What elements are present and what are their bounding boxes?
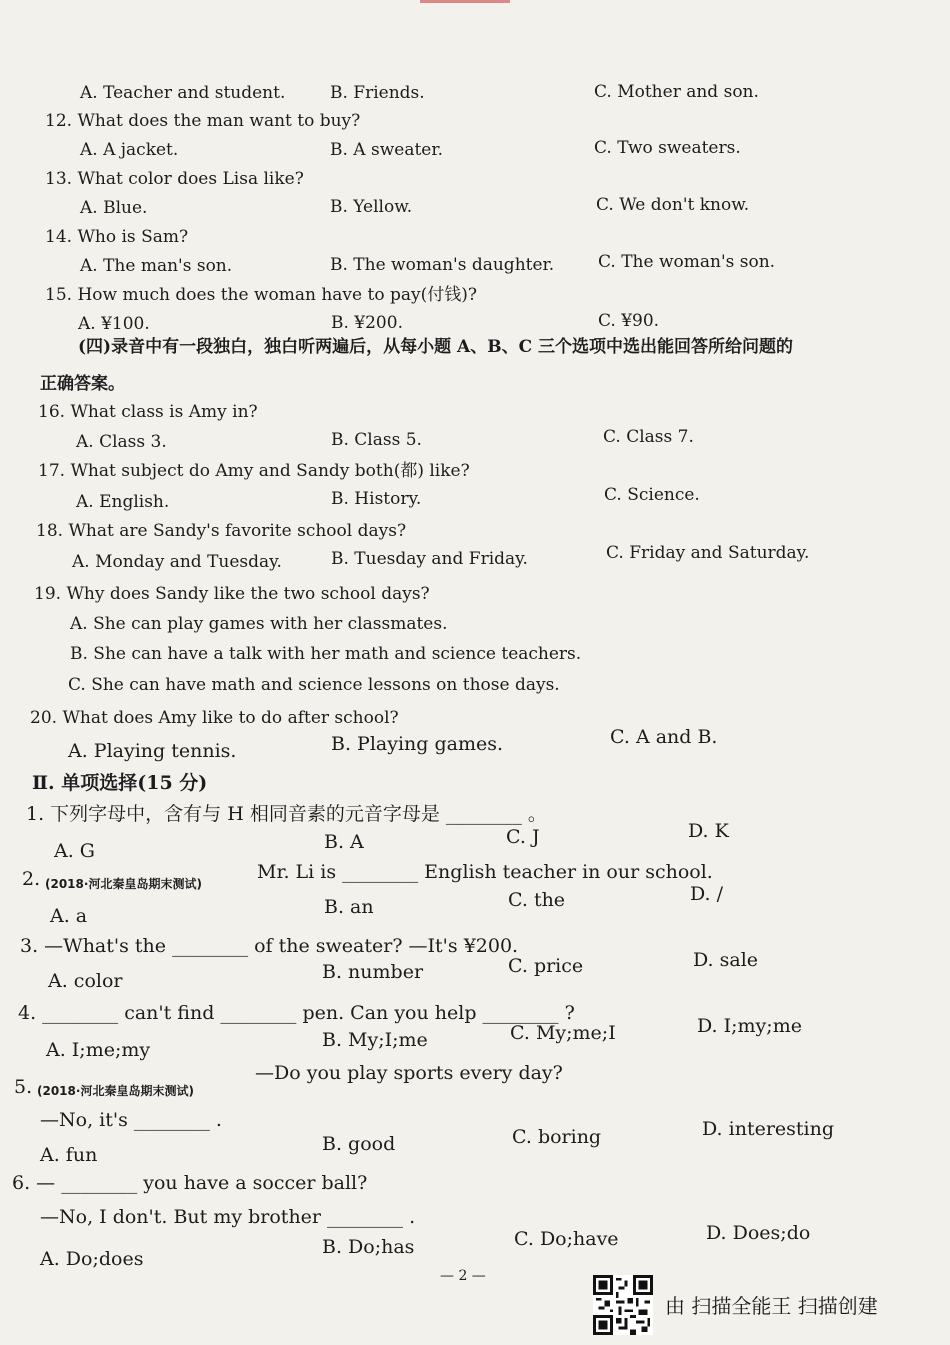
qr-code-icon [593, 1275, 653, 1335]
m5-option-d: D. interesting [702, 1118, 835, 1140]
m1-option-c: C. J [506, 826, 540, 848]
m5-stem: —Do you play sports every day? [255, 1062, 563, 1084]
q19-option-a: A. She can play games with her classmates. [70, 614, 448, 634]
q14-option-c: C. The woman's son. [598, 252, 776, 272]
m5-source: (2018·河北秦皇岛期末测试) [37, 1084, 194, 1098]
q20-stem: 20. What does Amy like to do after school? [30, 708, 399, 728]
q15-option-c: C. ¥90. [598, 311, 660, 331]
q20-option-b: B. Playing games. [331, 733, 504, 755]
q19-option-c: C. She can have math and science lessons on those days. [68, 675, 560, 695]
q18-option-b: B. Tuesday and Friday. [331, 549, 528, 569]
m2-option-c: C. the [508, 889, 566, 911]
q13-option-b: B. Yellow. [330, 197, 413, 217]
q13-stem: 13. What color does Lisa like? [45, 169, 304, 189]
q18-stem: 18. What are Sandy's favorite school days? [36, 521, 407, 541]
m2-source: (2018·河北秦皇岛期末测试) [45, 877, 202, 891]
q15-option-b: B. ¥200. [331, 313, 403, 333]
q12-option-a: A. A jacket. [80, 140, 179, 160]
q12-option-c: C. Two sweaters. [594, 138, 741, 158]
m5-option-b: B. good [322, 1133, 396, 1155]
m1-stem: 1. 下列字母中，含有与 H 相同音素的元音字母是 ________ 。 [26, 803, 547, 825]
m6-answer-line: —No, I don't. But my brother ________ . [40, 1206, 416, 1228]
m5-option-c: C. boring [512, 1126, 602, 1148]
q11-option-a: A. Teacher and student. [80, 83, 286, 103]
m3-option-c: C. price [508, 955, 584, 977]
q18-option-c: C. Friday and Saturday. [606, 543, 810, 563]
m2-option-b: B. an [324, 896, 374, 918]
m5-number: 5. [14, 1076, 33, 1098]
page-number: — 2 — [440, 1268, 486, 1284]
q12-option-b: B. A sweater. [330, 140, 444, 160]
q19-stem: 19. Why does Sandy like the two school days? [34, 584, 430, 604]
m3-stem: 3. —What's the ________ of the sweater? —It's ¥200. [20, 935, 519, 957]
top-edge-mark [420, 0, 510, 3]
q20-option-a: A. Playing tennis. [68, 740, 237, 762]
m4-option-b: B. My;I;me [322, 1029, 428, 1051]
m4-option-c: C. My;me;I [510, 1022, 616, 1044]
m3-option-a: A. color [48, 970, 123, 992]
m1-option-d: D. K [688, 820, 729, 842]
q12-stem: 12. What does the man want to buy? [45, 111, 361, 131]
q13-option-c: C. We don't know. [596, 195, 750, 215]
m6-option-c: C. Do;have [514, 1228, 619, 1250]
q14-stem: 14. Who is Sam? [45, 227, 189, 247]
m1-option-a: A. G [54, 840, 95, 862]
q17-option-a: A. English. [76, 492, 170, 512]
q20-option-c: C. A and B. [610, 726, 718, 748]
m2-option-d: D. / [690, 883, 724, 905]
q13-option-a: A. Blue. [80, 198, 148, 218]
m5-answer-line: —No, it's ________ . [40, 1109, 222, 1131]
q16-option-a: A. Class 3. [76, 432, 167, 452]
m3-option-d: D. sale [693, 949, 759, 971]
m4-stem: 4. ________ can't find ________ pen. Can you help ________ ? [18, 1002, 575, 1024]
m1-option-b: B. A [324, 831, 364, 853]
m2-stem: Mr. Li is ________ English teacher in our school. [257, 861, 713, 883]
part4-instruction-line2: 正确答案。 [40, 374, 125, 394]
q11-option-b: B. Friends. [330, 83, 425, 103]
scanner-watermark: 由 扫描全能王 扫描创建 [665, 1294, 878, 1318]
q17-stem: 17. What subject do Amy and Sandy both(都) like? [38, 461, 470, 481]
m6-option-d: D. Does;do [706, 1222, 811, 1244]
q15-option-a: A. ¥100. [78, 314, 150, 334]
m2-option-a: A. a [50, 905, 88, 927]
part2-title: Ⅱ. 单项选择(15 分) [32, 772, 208, 794]
m6-stem: 6. — ________ you have a soccer ball? [12, 1172, 368, 1194]
q16-option-c: C. Class 7. [603, 427, 694, 447]
m6-option-a: A. Do;does [40, 1248, 144, 1270]
q17-option-b: B. History. [331, 489, 422, 509]
m5-option-a: A. fun [40, 1144, 98, 1166]
q15-stem: 15. How much does the woman have to pay(付钱)? [45, 285, 477, 305]
q16-option-b: B. Class 5. [331, 430, 422, 450]
m6-option-b: B. Do;has [322, 1236, 415, 1258]
q14-option-b: B. The woman's daughter. [330, 255, 555, 275]
part4-instruction-line1: (四)录音中有一段独白，独白听两遍后，从每小题 A、B、C 三个选项中选出能回答所给问题的 [78, 337, 794, 357]
q11-option-c: C. Mother and son. [594, 82, 759, 102]
m4-option-a: A. I;me;my [46, 1039, 151, 1061]
q16-stem: 16. What class is Amy in? [38, 402, 258, 422]
q14-option-a: A. The man's son. [80, 256, 233, 276]
m4-option-d: D. I;my;me [697, 1015, 802, 1037]
m2-number: 2. [22, 868, 41, 890]
q19-option-b: B. She can have a talk with her math and science teachers. [70, 644, 582, 664]
m3-option-b: B. number [322, 961, 424, 983]
q18-option-a: A. Monday and Tuesday. [72, 552, 282, 572]
q17-option-c: C. Science. [604, 485, 700, 505]
